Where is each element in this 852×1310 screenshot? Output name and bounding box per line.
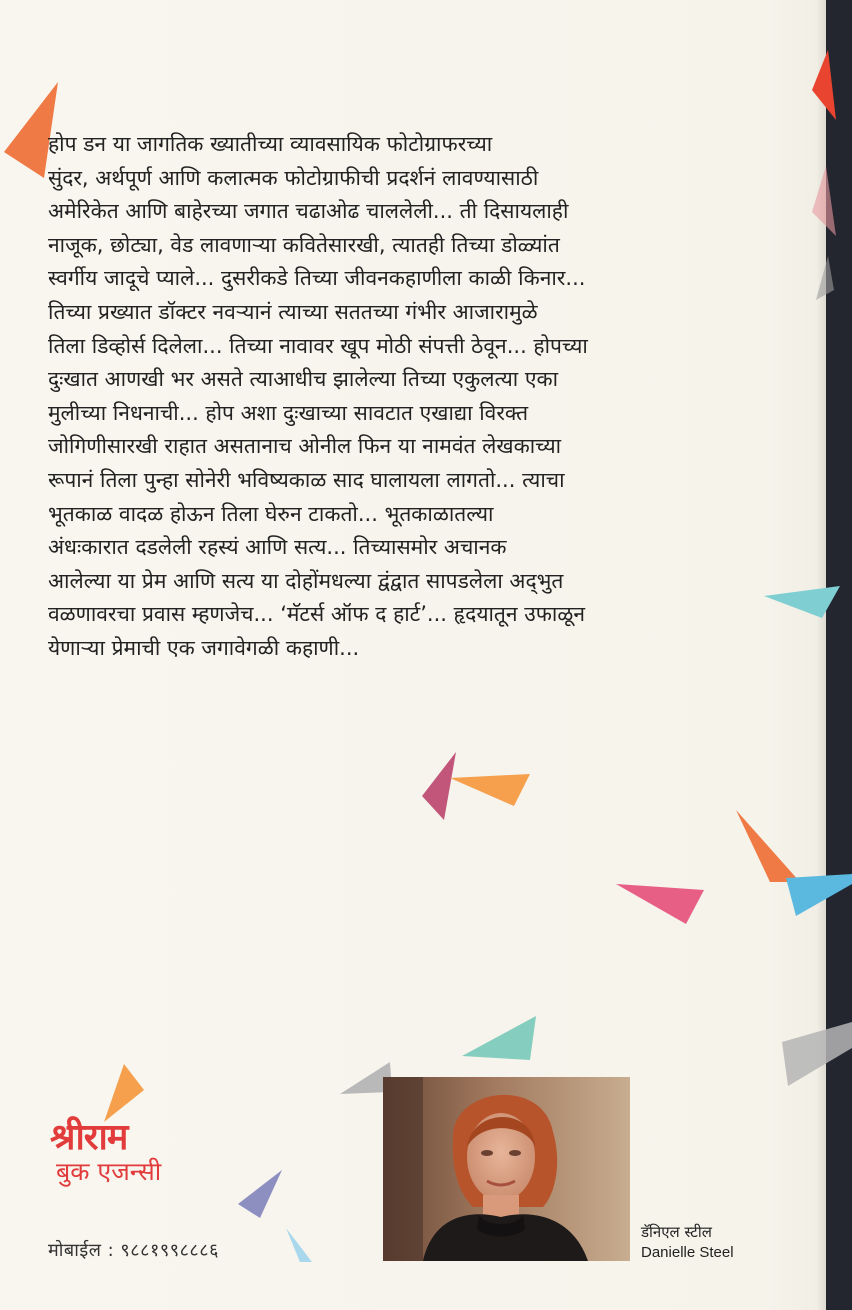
blurb-line: तिच्या प्रख्यात डॉक्टर नवऱ्यानं त्याच्या सततच्या गंभीर आजारामुळे xyxy=(48,299,538,324)
publisher-logo xyxy=(50,1118,161,1186)
triangle-orange-spine xyxy=(812,50,836,120)
blurb-line: येणाऱ्या प्रेमाची एक जगावेगळी कहाणी... xyxy=(48,635,360,660)
book-blurb xyxy=(48,128,788,666)
triangle-orange-right xyxy=(736,810,800,882)
blurb-line: वळणावरचा प्रवास म्हणजेच... ‘मॅटर्स ऑफ द हार्ट’... हृदयातून उफाळून xyxy=(48,602,585,627)
blurb-line: होप डन या जागतिक ख्यातीच्या व्यावसायिक फोटोग्राफरच्या xyxy=(48,132,493,156)
author-caption xyxy=(641,1222,734,1264)
triangle-gray-bottom-right xyxy=(782,1022,852,1086)
blurb-line: मुलीच्या निधनाची... होप अशा दुःखाच्या सावटात एखाद्या विरक्त xyxy=(48,400,529,425)
publisher-name: श्रीराम xyxy=(50,1117,128,1158)
triangle-magenta-mid xyxy=(422,752,456,820)
blurb-line: अमेरिकेत आणि बाहेरच्या जगात चढाओढ चाललेली... ती दिसायलाही xyxy=(48,199,569,224)
triangle-pink-mid xyxy=(616,884,704,924)
triangle-orange-mid xyxy=(450,774,530,806)
author-photo xyxy=(383,1077,630,1261)
triangle-blue-bottom xyxy=(286,1228,312,1262)
triangle-orange-bottom-left xyxy=(104,1064,144,1122)
publisher-subtitle: बुक एजन्सी xyxy=(56,1157,162,1186)
blurb-line: सुंदर, अर्थपूर्ण आणि कलात्मक फोटोग्राफीची प्रदर्शनं लावण्यासाठी xyxy=(48,165,539,190)
blurb-line: आलेल्या या प्रेम आणि सत्य या दोहोंमधल्या द्वंद्वात सापडलेला अद्‌भुत xyxy=(48,568,564,593)
triangle-pink-right xyxy=(812,166,836,236)
triangle-teal-mid xyxy=(462,1016,536,1060)
blurb-line: दुःखात आणखी भर असते त्याआधीच झालेल्या तिच्या एकुलत्या एका xyxy=(48,367,559,392)
triangle-purple-bottom xyxy=(238,1170,282,1218)
blurb-line: भूतकाळ वादळ होऊन तिला घेरुन टाकतो... भूतकाळातल्या xyxy=(48,501,494,526)
author-portrait-image xyxy=(383,1077,630,1261)
blurb-line: अंधःकारात दडलेली रहस्यं आणि सत्य... तिच्यासमोर अचानक xyxy=(48,535,507,560)
triangle-gray-right xyxy=(816,256,834,300)
blurb-line: तिला डिव्होर्स दिलेला... तिच्या नावावर खूप मोठी संपत्ती ठेवून... होपच्या xyxy=(48,333,588,358)
blurb-line: जोगिणीसारखी राहात असतानाच ओनील फिन या नामवंत लेखकाच्या xyxy=(48,434,562,459)
mobile-number: मोबाईल : ९८८१९९८८८६ xyxy=(48,1240,220,1261)
blurb-line: रूपानं तिला पुन्हा सोनेरी भविष्यकाळ साद घालायला लागतो... त्याचा xyxy=(48,467,565,492)
triangle-blue-right xyxy=(786,874,852,916)
blurb-line: स्वर्गीय जादूचे प्याले... दुसरीकडे तिच्या जीवनकहाणीला काळी किनार... xyxy=(48,266,586,291)
author-name-marathi: डॅनिएल स्टील xyxy=(641,1223,712,1241)
author-name-english: Danielle Steel xyxy=(641,1244,734,1261)
blurb-line: नाजूक, छोट्या, वेड लावणाऱ्या कवितेसारखी, त्यातही तिच्या डोळ्यांत xyxy=(48,232,560,257)
